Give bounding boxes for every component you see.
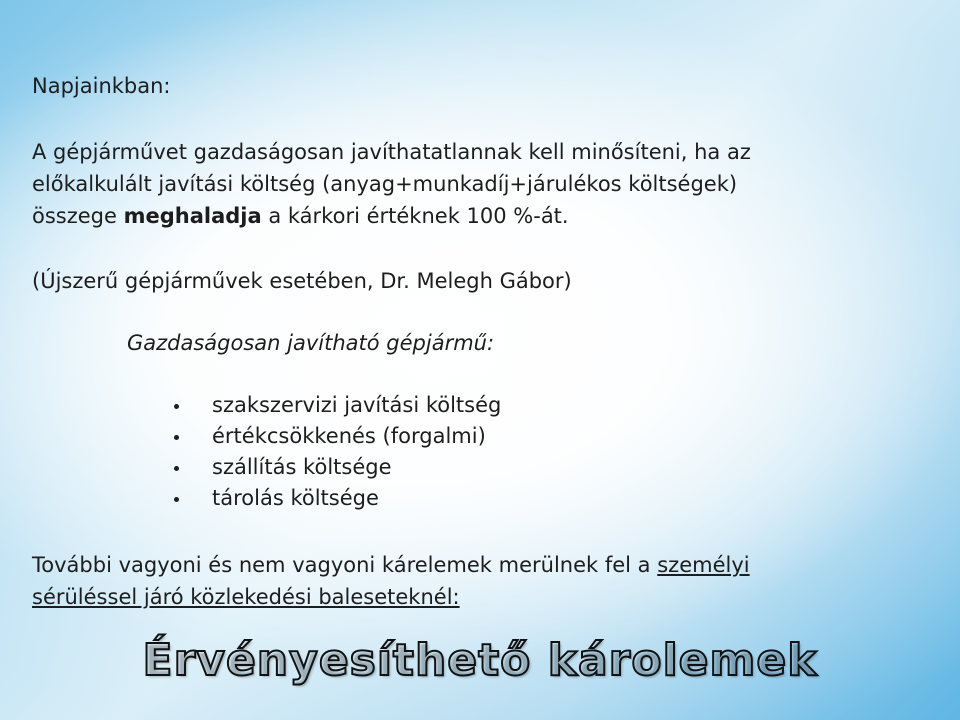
- list-item: [170, 452, 501, 483]
- list-item-label: szállítás költsége: [212, 455, 392, 479]
- bullet-icon: [174, 466, 179, 471]
- additional-underlined-2: sérüléssel járó közlekedési baleseteknél:: [32, 585, 460, 609]
- additional-underlined-1: személyi: [657, 553, 750, 577]
- list-item: [170, 421, 501, 452]
- list-item-label: értékcsökkenés (forgalmi): [212, 424, 486, 448]
- main-line-3-post: a kárkori értéknek 100 %-át.: [261, 204, 569, 228]
- additional-text: További vagyoni és nem vagyoni kárelemek merülnek fel a: [32, 553, 658, 577]
- intro-text: Napjainkban:: [32, 74, 171, 98]
- main-line-2: előkalkulált javítási költség (anyag+munkadíj+járulékos költségek): [32, 172, 738, 196]
- list-item: [170, 483, 501, 514]
- main-line-1: A gépjárművet gazdaságosan javíthatatlannak kell minősíteni, ha az: [32, 140, 751, 164]
- list-item-label: szakszervizi javítási költség: [212, 393, 502, 417]
- list-item-label: tárolás költsége: [212, 486, 379, 510]
- source-note: (Újszerű gépjárművek esetében, Dr. Melegh Gábor): [32, 269, 572, 293]
- bullet-icon: [174, 435, 179, 440]
- bullet-icon: [174, 404, 179, 409]
- subheading: Gazdaságosan javítható gépjármű:: [127, 331, 495, 355]
- bullet-icon: [174, 497, 179, 502]
- cost-list: [170, 390, 501, 514]
- slide-title: Érvényesíthető károlemek: [142, 635, 818, 686]
- main-paragraph: [32, 136, 912, 232]
- list-item: [170, 390, 501, 421]
- main-line-3-bold: meghaladja: [123, 204, 262, 228]
- additional-paragraph: [32, 549, 912, 613]
- main-line-3-pre: összege: [32, 204, 124, 228]
